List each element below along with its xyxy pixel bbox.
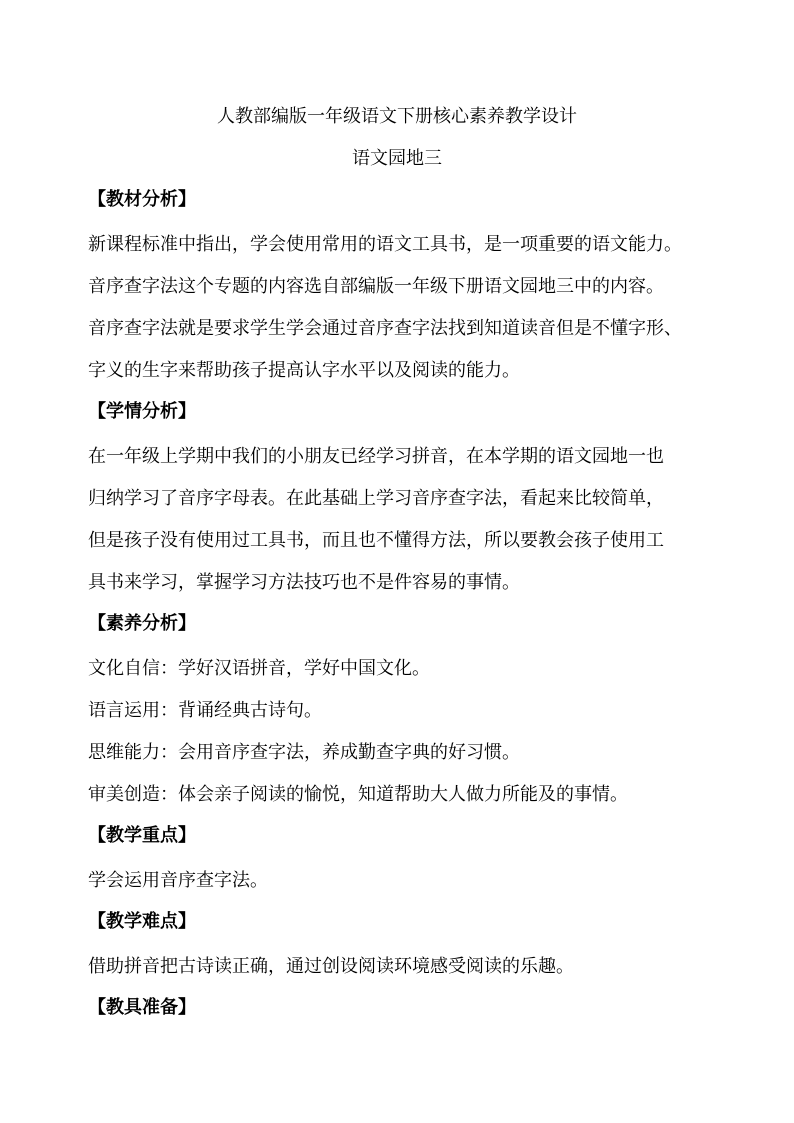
document-title: 人教部编版一年级语文下册核心素养教学设计: [217, 106, 577, 127]
paragraph-line: 归纳学习了音序字母表。在此基础上学习音序查字法，看起来比较简单，: [88, 488, 664, 509]
document-subtitle: 语文园地三: [352, 148, 442, 169]
paragraph-line: 但是孩子没有使用过工具书，而且也不懂得方法，所以要教会孩子使用工: [88, 530, 664, 551]
paragraph-line: 音序查字法就是要求学生学会通过音序查字法找到知道读音但是不懂字形、: [88, 318, 682, 339]
section-textbook-analysis: [88, 186, 728, 392]
section-literacy-analysis: [88, 610, 728, 816]
paragraph-line: 字义的生字来帮助孩子提高认字水平以及阅读的能力。: [88, 360, 520, 381]
section-paragraph: [88, 648, 728, 816]
section-paragraph: [88, 224, 728, 392]
section-heading: 【教材分析】: [88, 189, 196, 210]
section-heading: 【学情分析】: [88, 401, 196, 422]
paragraph-line: 文化自信：学好汉语拼音，学好中国文化。: [88, 658, 430, 679]
section-heading: 【教学难点】: [88, 911, 196, 932]
paragraph-line: 音序查字法这个专题的内容选自部编版一年级下册语文园地三中的内容。: [88, 276, 664, 297]
section-paragraph: [88, 436, 728, 604]
section-paragraph: [88, 860, 728, 902]
paragraph-line: 思维能力：会用音序查字法，养成勤查字典的好习惯。: [88, 742, 520, 763]
section-heading: 【教学重点】: [88, 825, 196, 846]
paragraph-line: 审美创造：体会亲子阅读的愉悦，知道帮助大人做力所能及的事情。: [88, 784, 628, 805]
section-paragraph: [88, 946, 728, 988]
section-teaching-aids: [88, 994, 728, 1022]
section-heading: 【素养分析】: [88, 613, 196, 634]
paragraph-line: 学会运用音序查字法。: [88, 870, 268, 891]
section-teaching-focus: [88, 822, 728, 902]
document-body: [88, 186, 728, 1032]
paragraph-line: 语言运用：背诵经典古诗句。: [88, 700, 322, 721]
paragraph-line: 在一年级上学期中我们的小朋友已经学习拼音，在本学期的语文园地一也: [88, 446, 664, 467]
paragraph-line: 借助拼音把古诗读正确，通过创设阅读环境感受阅读的乐趣。: [88, 956, 574, 977]
section-heading: 【教具准备】: [88, 997, 196, 1018]
paragraph-line: 具书来学习，掌握学习方法技巧也不是件容易的事情。: [88, 572, 520, 593]
section-teaching-difficulty: [88, 908, 728, 988]
section-student-analysis: [88, 398, 728, 604]
paragraph-line: 新课程标准中指出，学会使用常用的语文工具书，是一项重要的语文能力。: [88, 234, 682, 255]
